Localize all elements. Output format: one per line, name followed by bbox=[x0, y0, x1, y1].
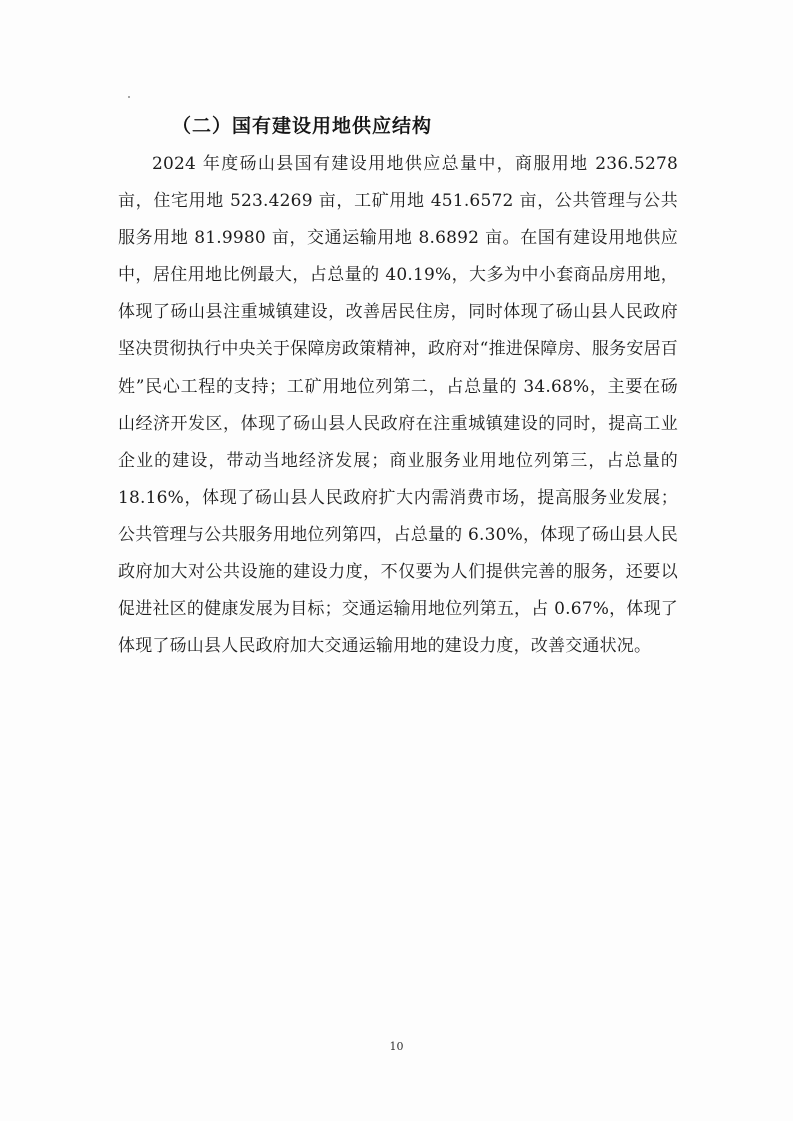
body-paragraph: 2024 年度砀山县国有建设用地供应总量中，商服用地 236.5278 亩，住宅用地 523.4269 亩，工矿用地 451.6572 亩，公共管理与公共服务用地 81.9980 亩，交通运输用地 8.6892 亩。在国有建设用地供应中，居住用地比例最大，占总量的 40.19%，大多为中小套商品房用地，体现了砀山县注重城镇建设，改善居民住房，同时体现了砀山县人民政府坚决贯彻执行中央关于保障房政策精神，政府对“推进保障房、服务安居百姓”民心工程的支持；工矿用地位列第二，占总量的 34.68%，主要在砀山经济开发区，体现了砀山县人民政府在注重城镇建设的同时，提高工业企业的建设，带动当地经济发展；商业服务业用地位列第三，占总量的 18.16%，体现了砀山县人民政府扩大内需消费市场，提高服务业发展；公共管理与公共服务用地位列第四，占总量的 6.30%，体现了砀山县人民政府加大对公共设施的建设力度，不仅要为人们提供完善的服务，还要以促进社区的健康发展为目标；交通运输用地位列第五，占 0.67%，体现了体现了砀山县人民政府加大交通运输用地的建设力度，改善交通状况。 bbox=[118, 154, 678, 657]
page-number: 10 bbox=[389, 1040, 404, 1053]
scan-mark bbox=[128, 96, 130, 98]
section-heading: （二）国有建设用地供应结构 bbox=[172, 115, 433, 137]
